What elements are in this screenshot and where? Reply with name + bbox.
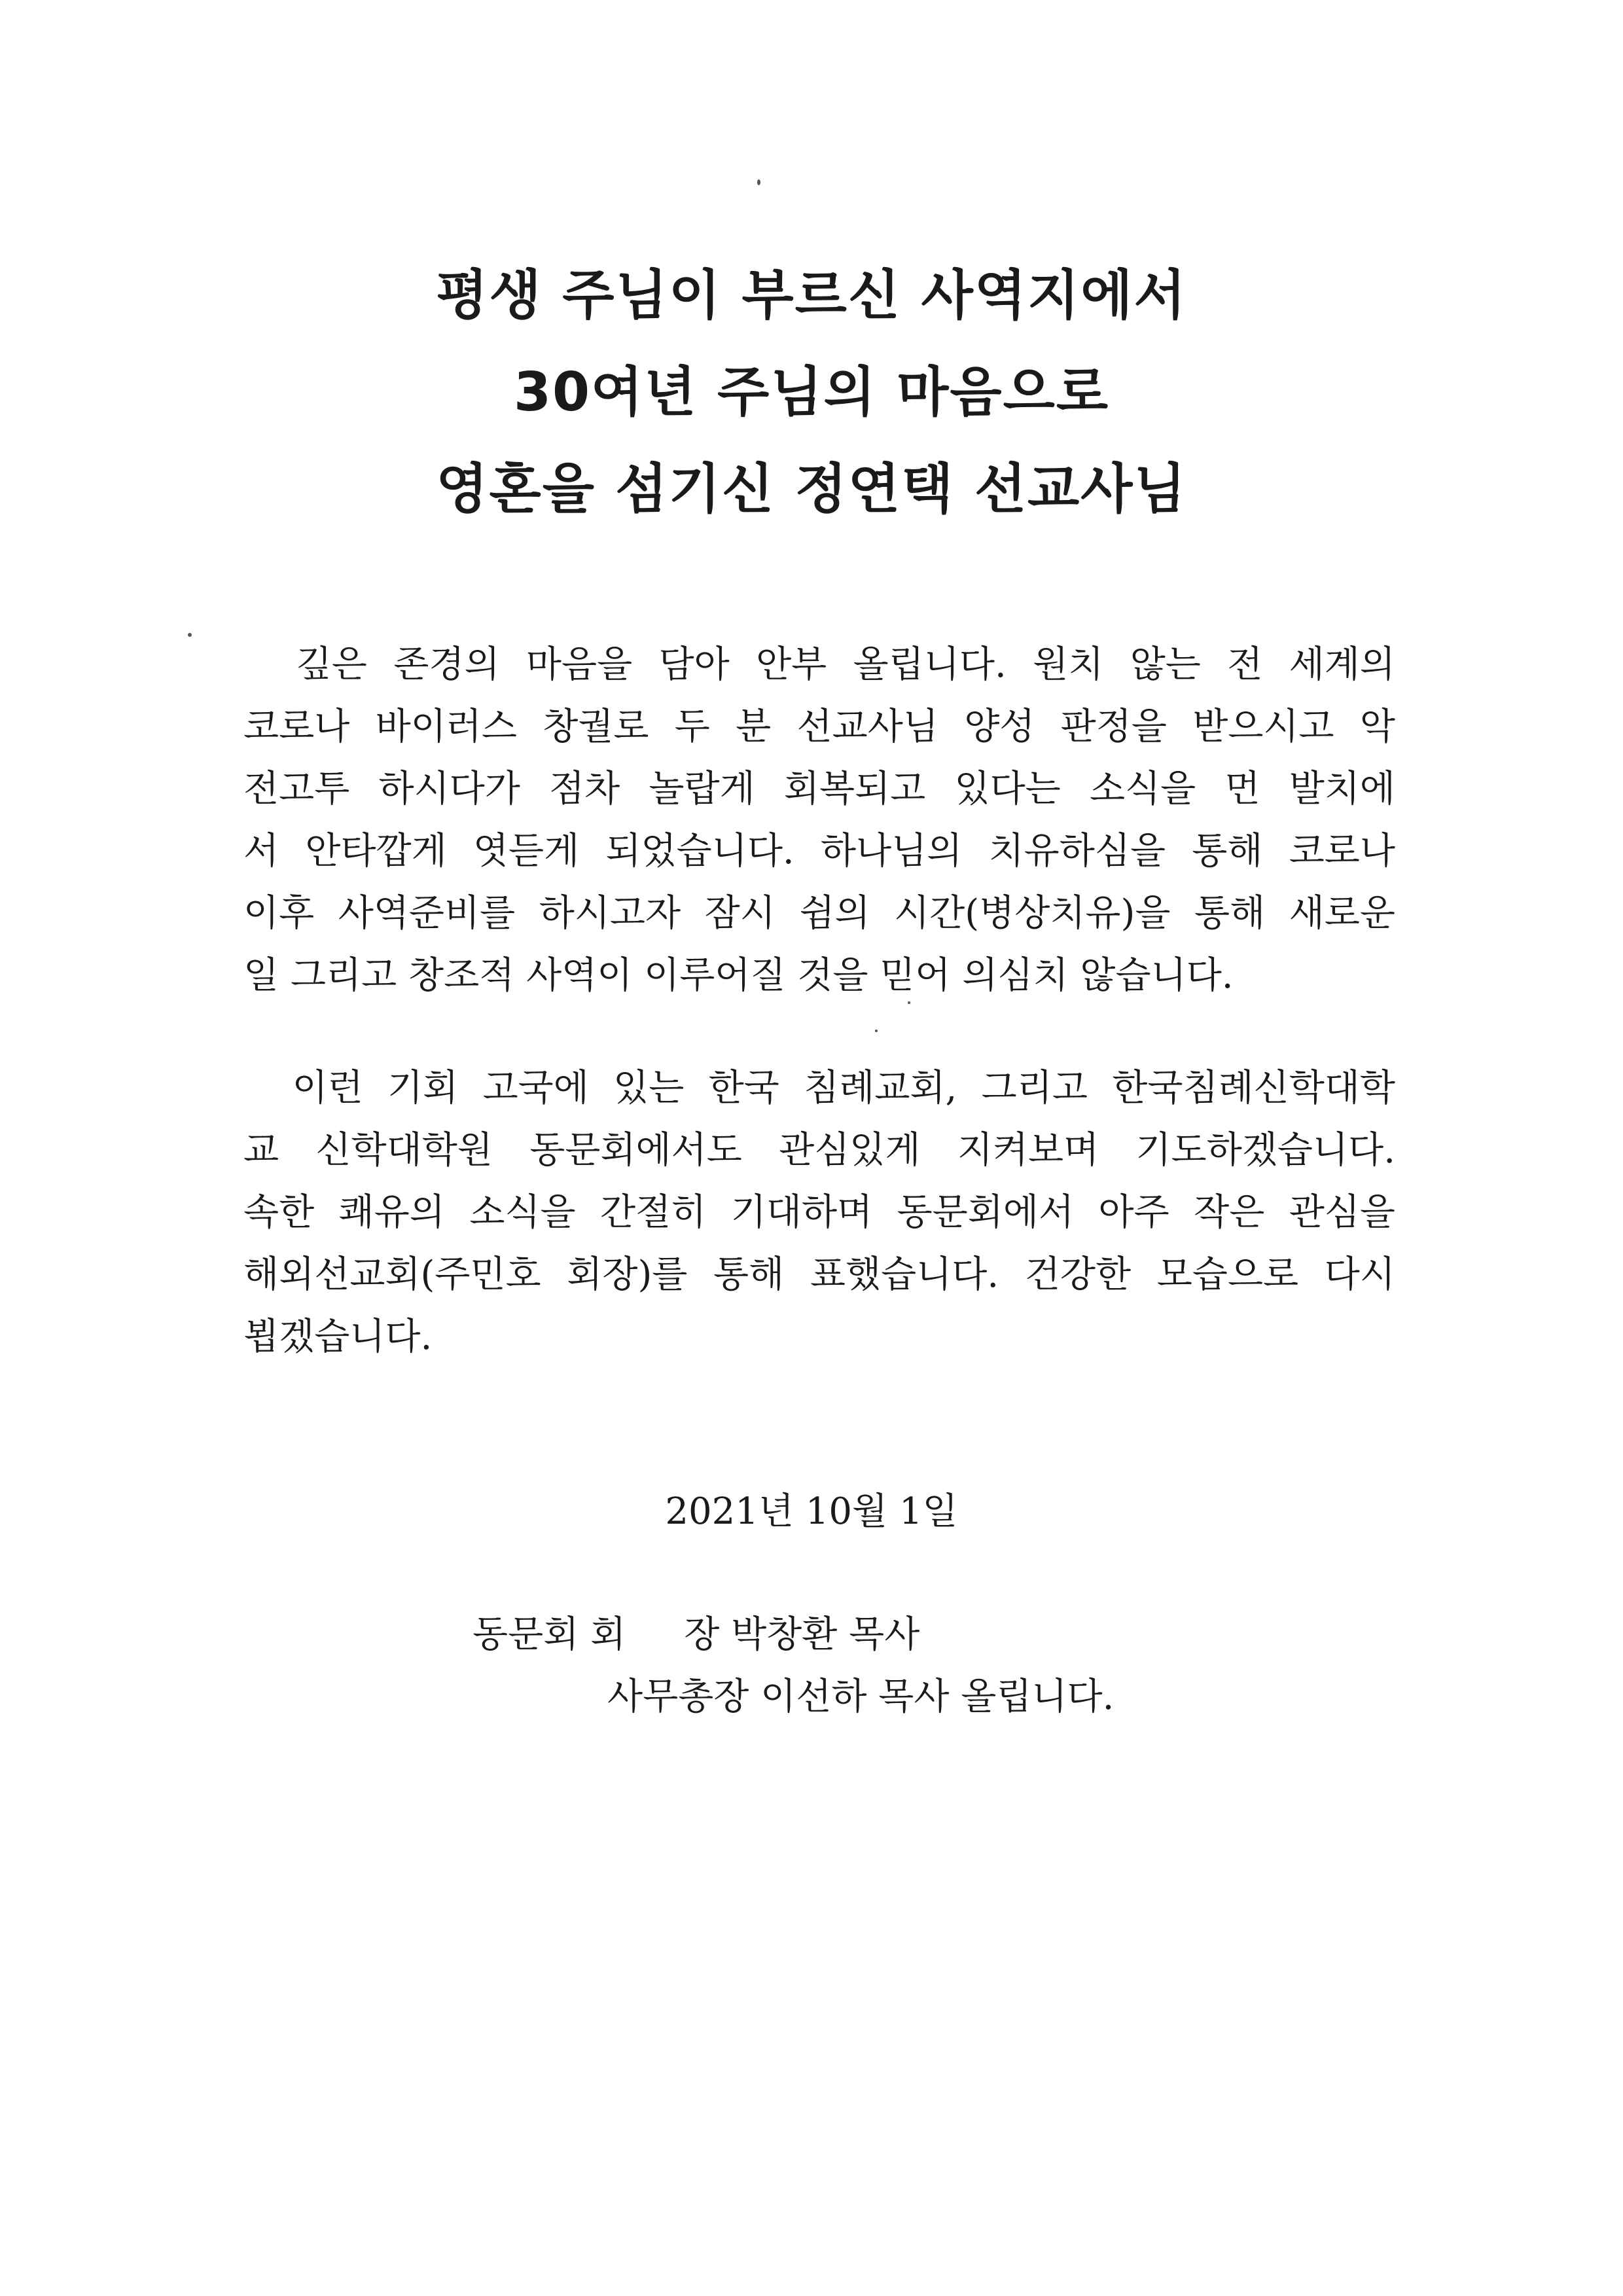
title-line-1: 평생 주님이 부르신 사역지에서	[436, 264, 1187, 327]
paragraph-1-line-5: 이후 사역준비를 하시고자 잠시 쉼의 시간(병상치유)을 통해 새로운	[243, 892, 1395, 935]
title-line-3: 영혼을 섬기신 정연택 선교사님	[436, 458, 1187, 520]
title-line-2: 30여년 주님의 마음으로	[513, 361, 1110, 423]
paragraph-1-line-2: 코로나 바이러스 창궐로 두 분 선교사님 양성 판정을 받으시고 악	[243, 706, 1395, 748]
paragraph-1-line-6: 일 그리고 창조적 사역이 이루어질 것을 믿어 의심치 않습니다.	[243, 954, 1234, 997]
paragraph-1-line-3: 전고투 하시다가 점차 놀랍게 회복되고 있다는 소식을 먼 발치에	[243, 768, 1395, 810]
paragraph-2-line-3: 속한 쾌유의 소식을 간절히 기대하며 동문회에서 아주 작은 관심을	[243, 1191, 1395, 1234]
scan-speck	[188, 633, 192, 637]
paragraph-2-line-2: 교 신학대학원 동문회에서도 관심있게 지켜보며 기도하겠습니다.	[243, 1129, 1395, 1172]
document-title	[0, 247, 1623, 538]
scan-speck	[757, 179, 760, 185]
paragraph-1-line-1: 깊은 존경의 마음을 담아 안부 올립니다. 원치 않는 전 세계의	[243, 643, 1395, 686]
body-paragraph-1	[243, 634, 1395, 1007]
paragraph-1-line-4: 서 안타깝게 엿듣게 되었습니다. 하나님의 치유하심을 통해 코로나	[243, 830, 1395, 872]
body-paragraph-2	[243, 1057, 1395, 1368]
signature-line-2: 사무총장 이선하 목사 올립니다.	[607, 1676, 1115, 1718]
signature-line-1: 동문회 회 장 박창환 목사	[473, 1613, 920, 1656]
paragraph-2-line-5: 뵙겠습니다.	[243, 1316, 433, 1358]
document-date: 2021년 10월 1일	[665, 1490, 958, 1533]
paragraph-2-line-4: 해외선교회(주민호 회장)를 통해 표했습니다. 건강한 모습으로 다시	[243, 1253, 1395, 1296]
scan-speck	[908, 1001, 910, 1004]
paragraph-2-line-1: 이런 기회 고국에 있는 한국 침례교회, 그리고 한국침례신학대학	[243, 1067, 1395, 1109]
scan-speck	[875, 1030, 878, 1032]
